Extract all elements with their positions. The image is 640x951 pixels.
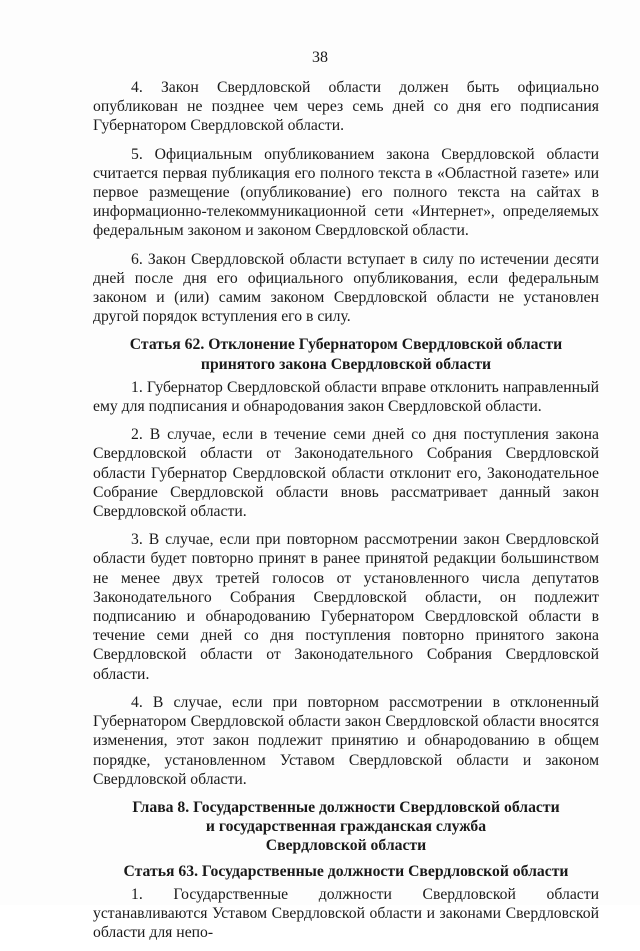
chapter-8-heading — [93, 798, 599, 856]
article-62-heading — [93, 335, 599, 373]
page-body — [93, 78, 599, 951]
heading-line: Статья 62. Отклонение Губернатором Свердловской области — [129, 336, 563, 354]
heading-line: и государственная гражданская служба — [205, 818, 487, 836]
heading-line: Глава 8. Государственные должности Свердловской области — [132, 798, 560, 816]
page-number: 38 — [312, 49, 328, 66]
paragraph: 2. В случае, если в течение семи дней со дня поступления закона Свердловской области от Законодательного Собрания Свердловской области Губернатор Свердловской области отклонит его, Законодательное Собрание Свердловской области вновь рассматривает данный закон Свердловской области. — [93, 426, 599, 521]
paragraph: 3. В случае, если при повторном рассмотрении закон Свердловской области будет повторно принят в ранее принятой редакции большинством не менее двух третей голосов от установленного числа депутатов Законодательного Собрания Свердловской области, он подлежит подписанию и обнародованию Губернатором Свердловской области в течение семи дней со дня поступления повторно принятого закона Свердловской области от Законодательного Собрания Свердловской области. — [93, 531, 599, 683]
paragraph: 1. Губернатор Свердловской области вправе отклонить направленный ему для подписания и обнародования закон Свердловской области. — [93, 378, 599, 416]
paragraph: 4. Закон Свердловской области должен быть официально опубликован не позднее чем через семь дней со дня его подписания Губернатором Свердловской области. — [93, 79, 599, 135]
paragraph: 4. В случае, если при повторном рассмотрении в отклоненный Губернатором Свердловской области закон Свердловской области вносятся изменения, этот закон подлежит принятию и обнародованию в общем порядке, установленном Уставом Свердловской области и законом Свердловской области. — [93, 693, 599, 788]
paragraph: 5. Официальным опубликованием закона Свердловской области считается первая публикация его полного текста в «Областной газете» или первое размещение (опубликование) его полного текста на сайтах в информационно-телекоммуникационной сети «Интернет», определяемых федеральным законом и законом Свердловской области. — [93, 145, 599, 240]
paragraph: 1. Государственные должности Свердловской области устанавливаются Уставом Свердловской области и законами Свердловской области для непо- — [93, 885, 599, 942]
heading-line: принятого закона Свердловской области — [200, 355, 492, 373]
heading-line: Статья 63. Государственные должности Свердловской области — [123, 862, 569, 880]
heading-line: Свердловской области — [265, 837, 427, 855]
article-63-heading — [93, 862, 599, 881]
paragraph: 6. Закон Свердловской области вступает в силу по истечении десяти дней после дня его официального опубликования, если федеральным законом и (или) самим законом Свердловской области не установлен другой порядок вступления его в силу. — [93, 250, 599, 326]
